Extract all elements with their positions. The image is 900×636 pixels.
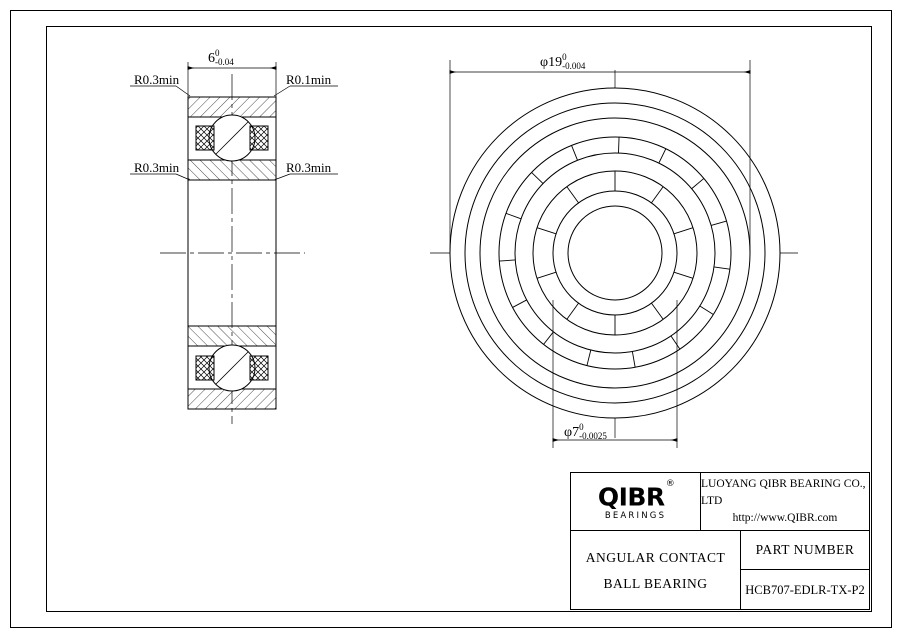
dim-bore-diameter-label: φ7 0 -0.0025 (564, 422, 607, 441)
company-website[interactable]: http://www.QIBR.com (732, 512, 838, 524)
logo-wordmark: QIBR® (597, 478, 675, 512)
note-fillet-mid-left: R0.3min (134, 160, 180, 175)
product-type-line-1: ANGULAR CONTACT (585, 549, 726, 565)
title-block-header (571, 473, 869, 531)
title-block (570, 472, 870, 610)
company-info (701, 473, 869, 530)
dim-outer-diameter-label: φ19 0 -0.004 (540, 52, 586, 71)
dim-width-label: 6 0 -0.04 (208, 48, 234, 67)
company-logo (571, 473, 701, 530)
part-number-block (741, 531, 869, 610)
title-block-body (571, 531, 869, 610)
company-name: LUOYANG QIBR BEARING CO., LTD (701, 478, 866, 507)
product-type (571, 531, 741, 610)
part-number-value: HCB707-EDLR-TX-P2 (745, 582, 865, 597)
product-type-line-2: BALL BEARING (603, 575, 708, 591)
part-number-label: PART NUMBER (741, 531, 869, 570)
note-fillet-top-right: R0.1min (286, 72, 332, 87)
note-fillet-mid-right: R0.3min (286, 160, 332, 175)
note-fillet-top-left: R0.3min (134, 72, 180, 87)
logo-tagline: BEARINGS (604, 511, 667, 522)
